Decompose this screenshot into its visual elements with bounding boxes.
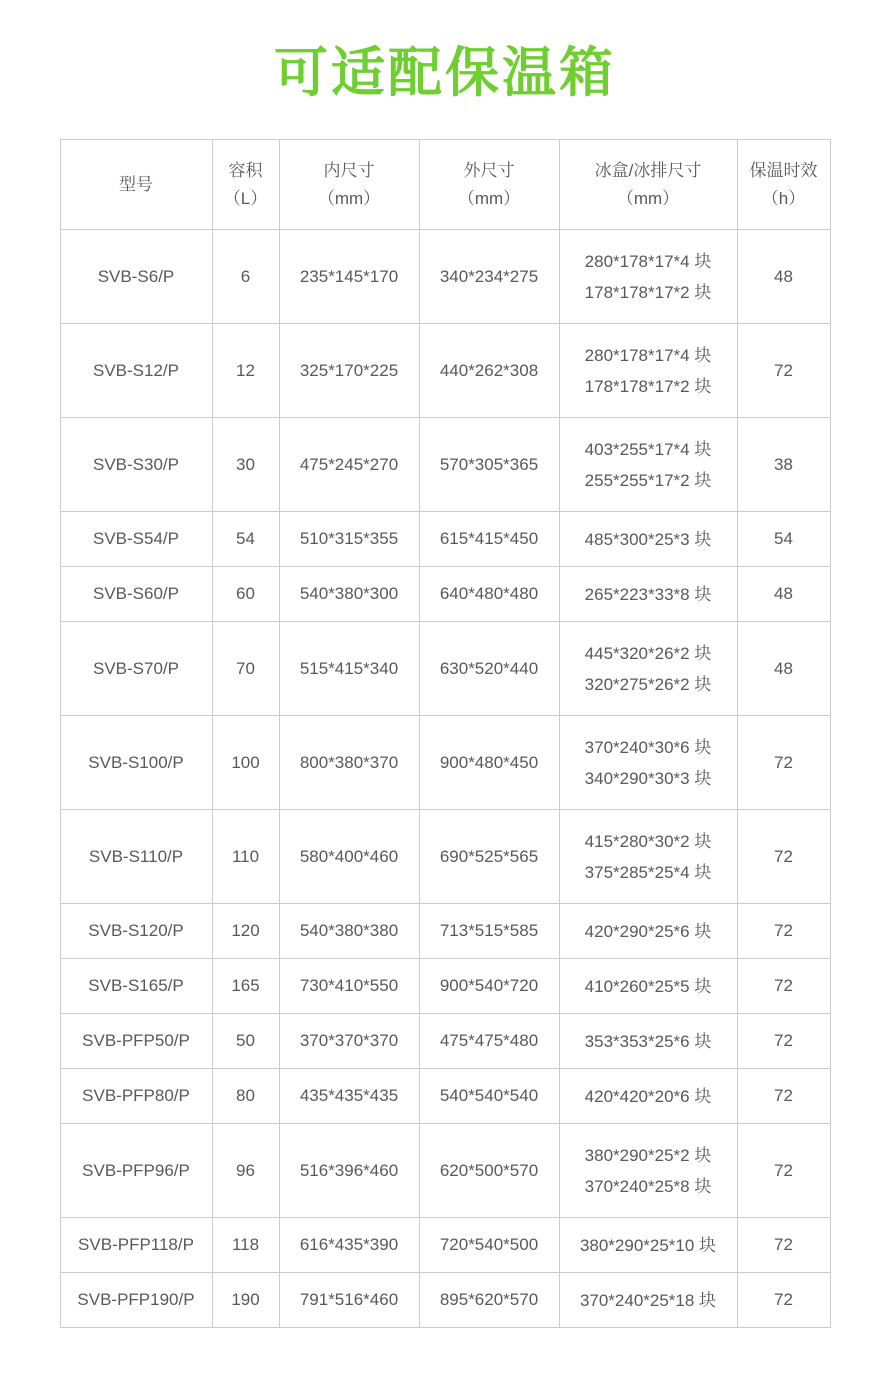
- cell-model: SVB-S54/P: [60, 512, 212, 567]
- header-ice-size-label: 冰盒/冰排尺寸: [594, 160, 702, 180]
- cell-ice-size: [559, 567, 737, 622]
- header-model-label: 型号: [119, 174, 153, 194]
- cell-outer-size: 340*234*275: [419, 230, 559, 324]
- header-inner-size-unit: （mm）: [317, 188, 381, 208]
- cell-outer-size: 690*525*565: [419, 810, 559, 904]
- cell-outer-size: 900*540*720: [419, 959, 559, 1014]
- cell-inner-size: 580*400*460: [279, 810, 419, 904]
- cell-inner-size: 791*516*460: [279, 1273, 419, 1328]
- table-row: [60, 567, 830, 622]
- table-row: [60, 716, 830, 810]
- cell-hours: 72: [737, 959, 830, 1014]
- cell-model: SVB-S60/P: [60, 567, 212, 622]
- table-row: [60, 959, 830, 1014]
- cell-model: SVB-S165/P: [60, 959, 212, 1014]
- cell-outer-size: 720*540*500: [419, 1218, 559, 1273]
- header-capacity-unit: （L）: [223, 188, 268, 208]
- cell-capacity: 60: [212, 567, 279, 622]
- cell-capacity: 50: [212, 1014, 279, 1069]
- cell-inner-size: 730*410*550: [279, 959, 419, 1014]
- cell-ice-size: [559, 1014, 737, 1069]
- cell-outer-size: 540*540*540: [419, 1069, 559, 1124]
- cell-ice-size: [559, 1069, 737, 1124]
- cell-hours: 72: [737, 1218, 830, 1273]
- cell-inner-size: 510*315*355: [279, 512, 419, 567]
- cell-model: SVB-S110/P: [60, 810, 212, 904]
- header-outer-size: [419, 140, 559, 230]
- cell-ice-size: [559, 418, 737, 512]
- cell-model: SVB-PFP80/P: [60, 1069, 212, 1124]
- header-inner-size-label: 内尺寸: [323, 160, 375, 180]
- cell-hours: 48: [737, 567, 830, 622]
- cell-inner-size: 325*170*225: [279, 324, 419, 418]
- cell-inner-size: 616*435*390: [279, 1218, 419, 1273]
- cell-hours: 72: [737, 716, 830, 810]
- cell-outer-size: 475*475*480: [419, 1014, 559, 1069]
- cell-model: SVB-PFP50/P: [60, 1014, 212, 1069]
- header-hours-label: 保温时效: [749, 160, 818, 180]
- ice-size-line1: 420*420*20*6 块: [584, 1086, 712, 1106]
- ice-size-line1: 353*353*25*6 块: [584, 1031, 712, 1051]
- cell-hours: 72: [737, 1069, 830, 1124]
- cell-capacity: 54: [212, 512, 279, 567]
- cell-model: SVB-S120/P: [60, 904, 212, 959]
- ice-size-line1: 445*320*26*2 块: [584, 643, 712, 663]
- cell-ice-size: [559, 324, 737, 418]
- header-hours: [737, 140, 830, 230]
- cell-hours: 54: [737, 512, 830, 567]
- ice-size-line2: 178*178*17*2 块: [584, 282, 712, 302]
- cell-inner-size: 540*380*380: [279, 904, 419, 959]
- cell-capacity: 165: [212, 959, 279, 1014]
- cell-model: SVB-PFP118/P: [60, 1218, 212, 1273]
- cell-model: SVB-S12/P: [60, 324, 212, 418]
- cell-outer-size: 440*262*308: [419, 324, 559, 418]
- table-row: [60, 324, 830, 418]
- cell-model: SVB-PFP190/P: [60, 1273, 212, 1328]
- cell-inner-size: 235*145*170: [279, 230, 419, 324]
- cell-ice-size: [559, 512, 737, 567]
- ice-size-line1: 410*260*25*5 块: [584, 976, 712, 996]
- table-row: [60, 418, 830, 512]
- header-outer-size-unit: （mm）: [457, 188, 521, 208]
- ice-size-line1: 485*300*25*3 块: [584, 529, 712, 549]
- ice-size-line1: 370*240*30*6 块: [584, 737, 712, 757]
- cooler-box-spec-table: [60, 139, 831, 1328]
- cell-inner-size: 435*435*435: [279, 1069, 419, 1124]
- cell-hours: 72: [737, 904, 830, 959]
- ice-size-line1: 420*290*25*6 块: [584, 921, 712, 941]
- table-row: [60, 904, 830, 959]
- ice-size-line1: 280*178*17*4 块: [584, 251, 712, 271]
- cell-outer-size: 900*480*450: [419, 716, 559, 810]
- cell-outer-size: 713*515*585: [419, 904, 559, 959]
- cell-outer-size: 615*415*450: [419, 512, 559, 567]
- cell-capacity: 120: [212, 904, 279, 959]
- cell-capacity: 70: [212, 622, 279, 716]
- cell-ice-size: [559, 230, 737, 324]
- cell-hours: 72: [737, 1014, 830, 1069]
- header-outer-size-label: 外尺寸: [463, 160, 515, 180]
- cell-outer-size: 895*620*570: [419, 1273, 559, 1328]
- table-row: [60, 622, 830, 716]
- cell-ice-size: [559, 959, 737, 1014]
- cell-model: SVB-PFP96/P: [60, 1124, 212, 1218]
- cell-inner-size: 540*380*300: [279, 567, 419, 622]
- cell-ice-size: [559, 622, 737, 716]
- cell-capacity: 6: [212, 230, 279, 324]
- cell-ice-size: [559, 1273, 737, 1328]
- ice-size-line1: 280*178*17*4 块: [584, 345, 712, 365]
- cell-model: SVB-S6/P: [60, 230, 212, 324]
- cell-capacity: 96: [212, 1124, 279, 1218]
- table-row: [60, 1218, 830, 1273]
- header-capacity: [212, 140, 279, 230]
- cell-hours: 72: [737, 1273, 830, 1328]
- table-row: [60, 1014, 830, 1069]
- ice-size-line1: 370*240*25*18 块: [579, 1290, 717, 1310]
- cell-hours: 48: [737, 622, 830, 716]
- page-title: 可适配保温箱: [274, 43, 616, 103]
- ice-size-line2: 255*255*17*2 块: [584, 470, 712, 490]
- table-row: [60, 230, 830, 324]
- cell-capacity: 100: [212, 716, 279, 810]
- header-inner-size: [279, 140, 419, 230]
- header-hours-unit: （h）: [761, 188, 806, 208]
- cell-capacity: 80: [212, 1069, 279, 1124]
- cell-inner-size: 515*415*340: [279, 622, 419, 716]
- cell-hours: 72: [737, 324, 830, 418]
- cell-inner-size: 800*380*370: [279, 716, 419, 810]
- header-ice-size: [559, 140, 737, 230]
- cell-ice-size: [559, 904, 737, 959]
- cell-capacity: 30: [212, 418, 279, 512]
- header-model: [60, 140, 212, 230]
- cell-outer-size: 570*305*365: [419, 418, 559, 512]
- cell-capacity: 12: [212, 324, 279, 418]
- header-ice-size-unit: （mm）: [616, 188, 680, 208]
- cell-model: SVB-S100/P: [60, 716, 212, 810]
- ice-size-line1: 380*290*25*10 块: [579, 1235, 717, 1255]
- cell-outer-size: 630*520*440: [419, 622, 559, 716]
- cell-outer-size: 640*480*480: [419, 567, 559, 622]
- table-row: [60, 512, 830, 567]
- ice-size-line2: 178*178*17*2 块: [584, 376, 712, 396]
- cell-ice-size: [559, 716, 737, 810]
- cell-outer-size: 620*500*570: [419, 1124, 559, 1218]
- cell-model: SVB-S30/P: [60, 418, 212, 512]
- header-capacity-label: 容积: [228, 160, 263, 180]
- ice-size-line1: 265*223*33*8 块: [584, 584, 712, 604]
- cell-model: SVB-S70/P: [60, 622, 212, 716]
- table-row: [60, 810, 830, 904]
- table-row: [60, 1124, 830, 1218]
- cell-hours: 72: [737, 810, 830, 904]
- cell-hours: 72: [737, 1124, 830, 1218]
- ice-size-line2: 320*275*26*2 块: [584, 674, 712, 694]
- table-row: [60, 1273, 830, 1328]
- cell-hours: 48: [737, 230, 830, 324]
- ice-size-line1: 380*290*25*2 块: [584, 1145, 712, 1165]
- cell-hours: 38: [737, 418, 830, 512]
- cell-inner-size: 475*245*270: [279, 418, 419, 512]
- table-row: [60, 1069, 830, 1124]
- ice-size-line2: 370*240*25*8 块: [584, 1176, 712, 1196]
- cell-inner-size: 516*396*460: [279, 1124, 419, 1218]
- ice-size-line1: 415*280*30*2 块: [584, 831, 712, 851]
- cell-ice-size: [559, 810, 737, 904]
- cell-inner-size: 370*370*370: [279, 1014, 419, 1069]
- cell-capacity: 190: [212, 1273, 279, 1328]
- cell-ice-size: [559, 1218, 737, 1273]
- cell-ice-size: [559, 1124, 737, 1218]
- ice-size-line2: 340*290*30*3 块: [584, 768, 712, 788]
- ice-size-line1: 403*255*17*4 块: [584, 439, 712, 459]
- ice-size-line2: 375*285*25*4 块: [584, 862, 712, 882]
- cell-capacity: 110: [212, 810, 279, 904]
- header-row: [60, 140, 830, 230]
- cell-capacity: 118: [212, 1218, 279, 1273]
